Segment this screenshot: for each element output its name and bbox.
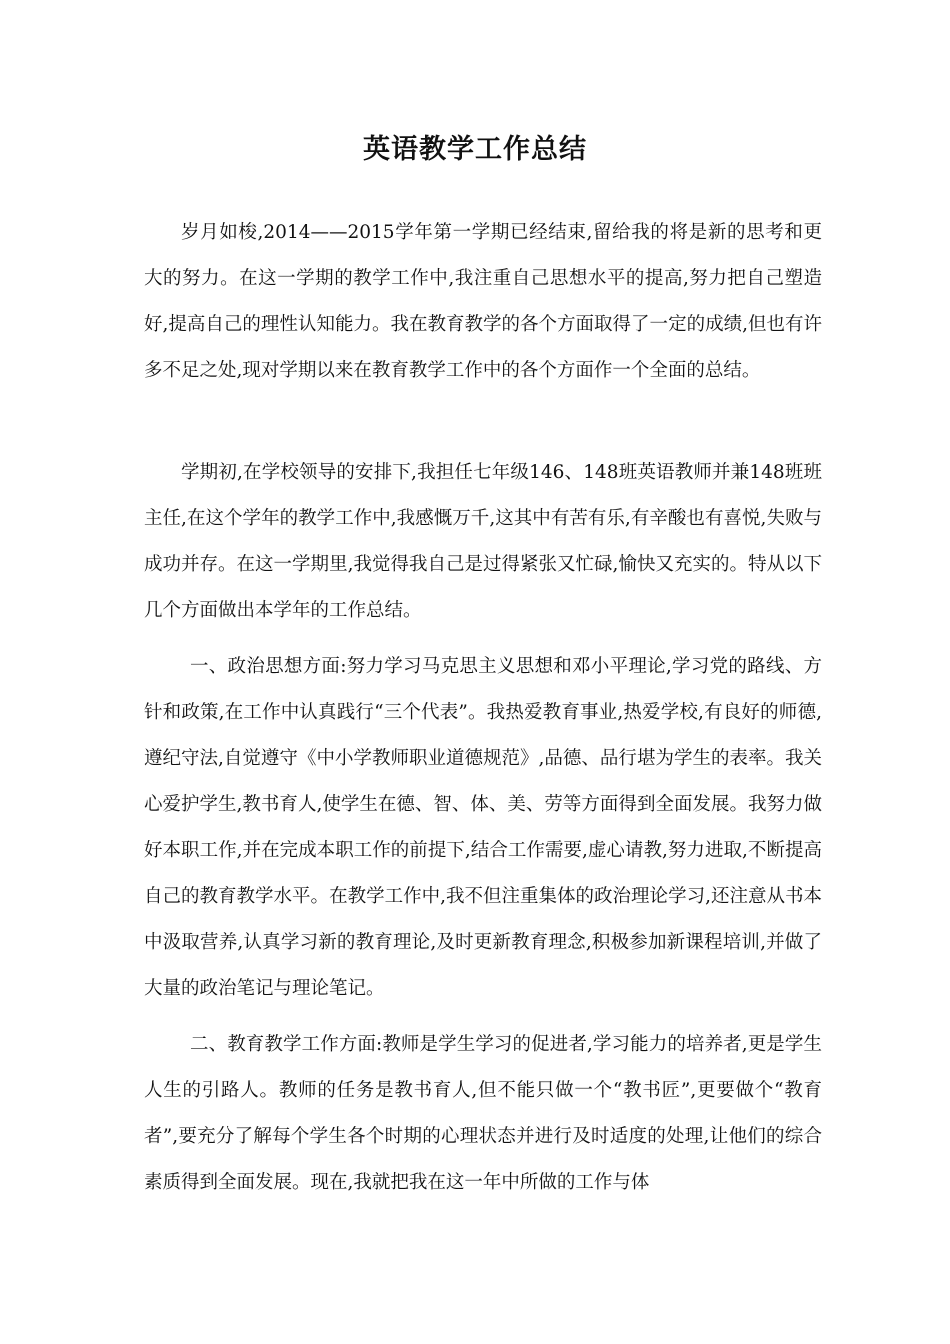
paragraph-teaching-work: 二、教育教学工作方面:教师是学生学习的促进者,学习能力的培养者,更是学生人生的引路人。教师的任务是教书育人,但不能只做一个“教书匠”,更要做个“教育者”,要充分了解每个学生各个时期的心理状态并进行及时适度的处理,让他们的综合素质得到全面发展。现在,我就把我在这一年中所做的工作与体 [144,1034,822,1193]
paragraph-semester-start: 学期初,在学校领导的安排下,我担任七年级146、148班英语教师并兼148班班主任,在这个学年的教学工作中,我感慨万千,这其中有苦有乐,有辛酸也有喜悦,失败与成功并存。在这一学期里,我觉得我自己是过得紧张又忙碌,愉快又充实的。特从以下几个方面做出本学年的工作总结。 [144,462,822,621]
paragraph-political-thought: 一、政治思想方面:努力学习马克思主义思想和邓小平理论,学习党的路线、方针和政策,在工作中认真践行“三个代表”。我热爱教育事业,热爱学校,有良好的师德,遵纪守法,自觉遵守《中小学教师职业道德规范》,品德、品行堪为学生的表率。我关心爱护学生,教书育人,使学生在德、智、体、美、劳等方面得到全面发展。我努力做好本职工作,并在完成本职工作的前提下,结合工作需要,虚心请教,努力进取,不断提高自己的教育教学水平。在教学工作中,我不但注重集体的政治理论学习,还注意从书本中汲取营养,认真学习新的教育理论,及时更新教育理念,积极参加新课程培训,并做了大量的政治笔记与理论笔记。 [144,656,822,999]
document-title: 英语教学工作总结 [363,134,587,165]
paragraph-intro: 岁月如梭,2014——2015学年第一学期已经结束,留给我的将是新的思考和更大的努力。在这一学期的教学工作中,我注重自己思想水平的提高,努力把自己塑造好,提高自己的理性认知能力。我在教育教学的各个方面取得了一定的成绩,但也有许多不足之处,现对学期以来在教育教学工作中的各个方面作一个全面的总结。 [144,222,822,381]
